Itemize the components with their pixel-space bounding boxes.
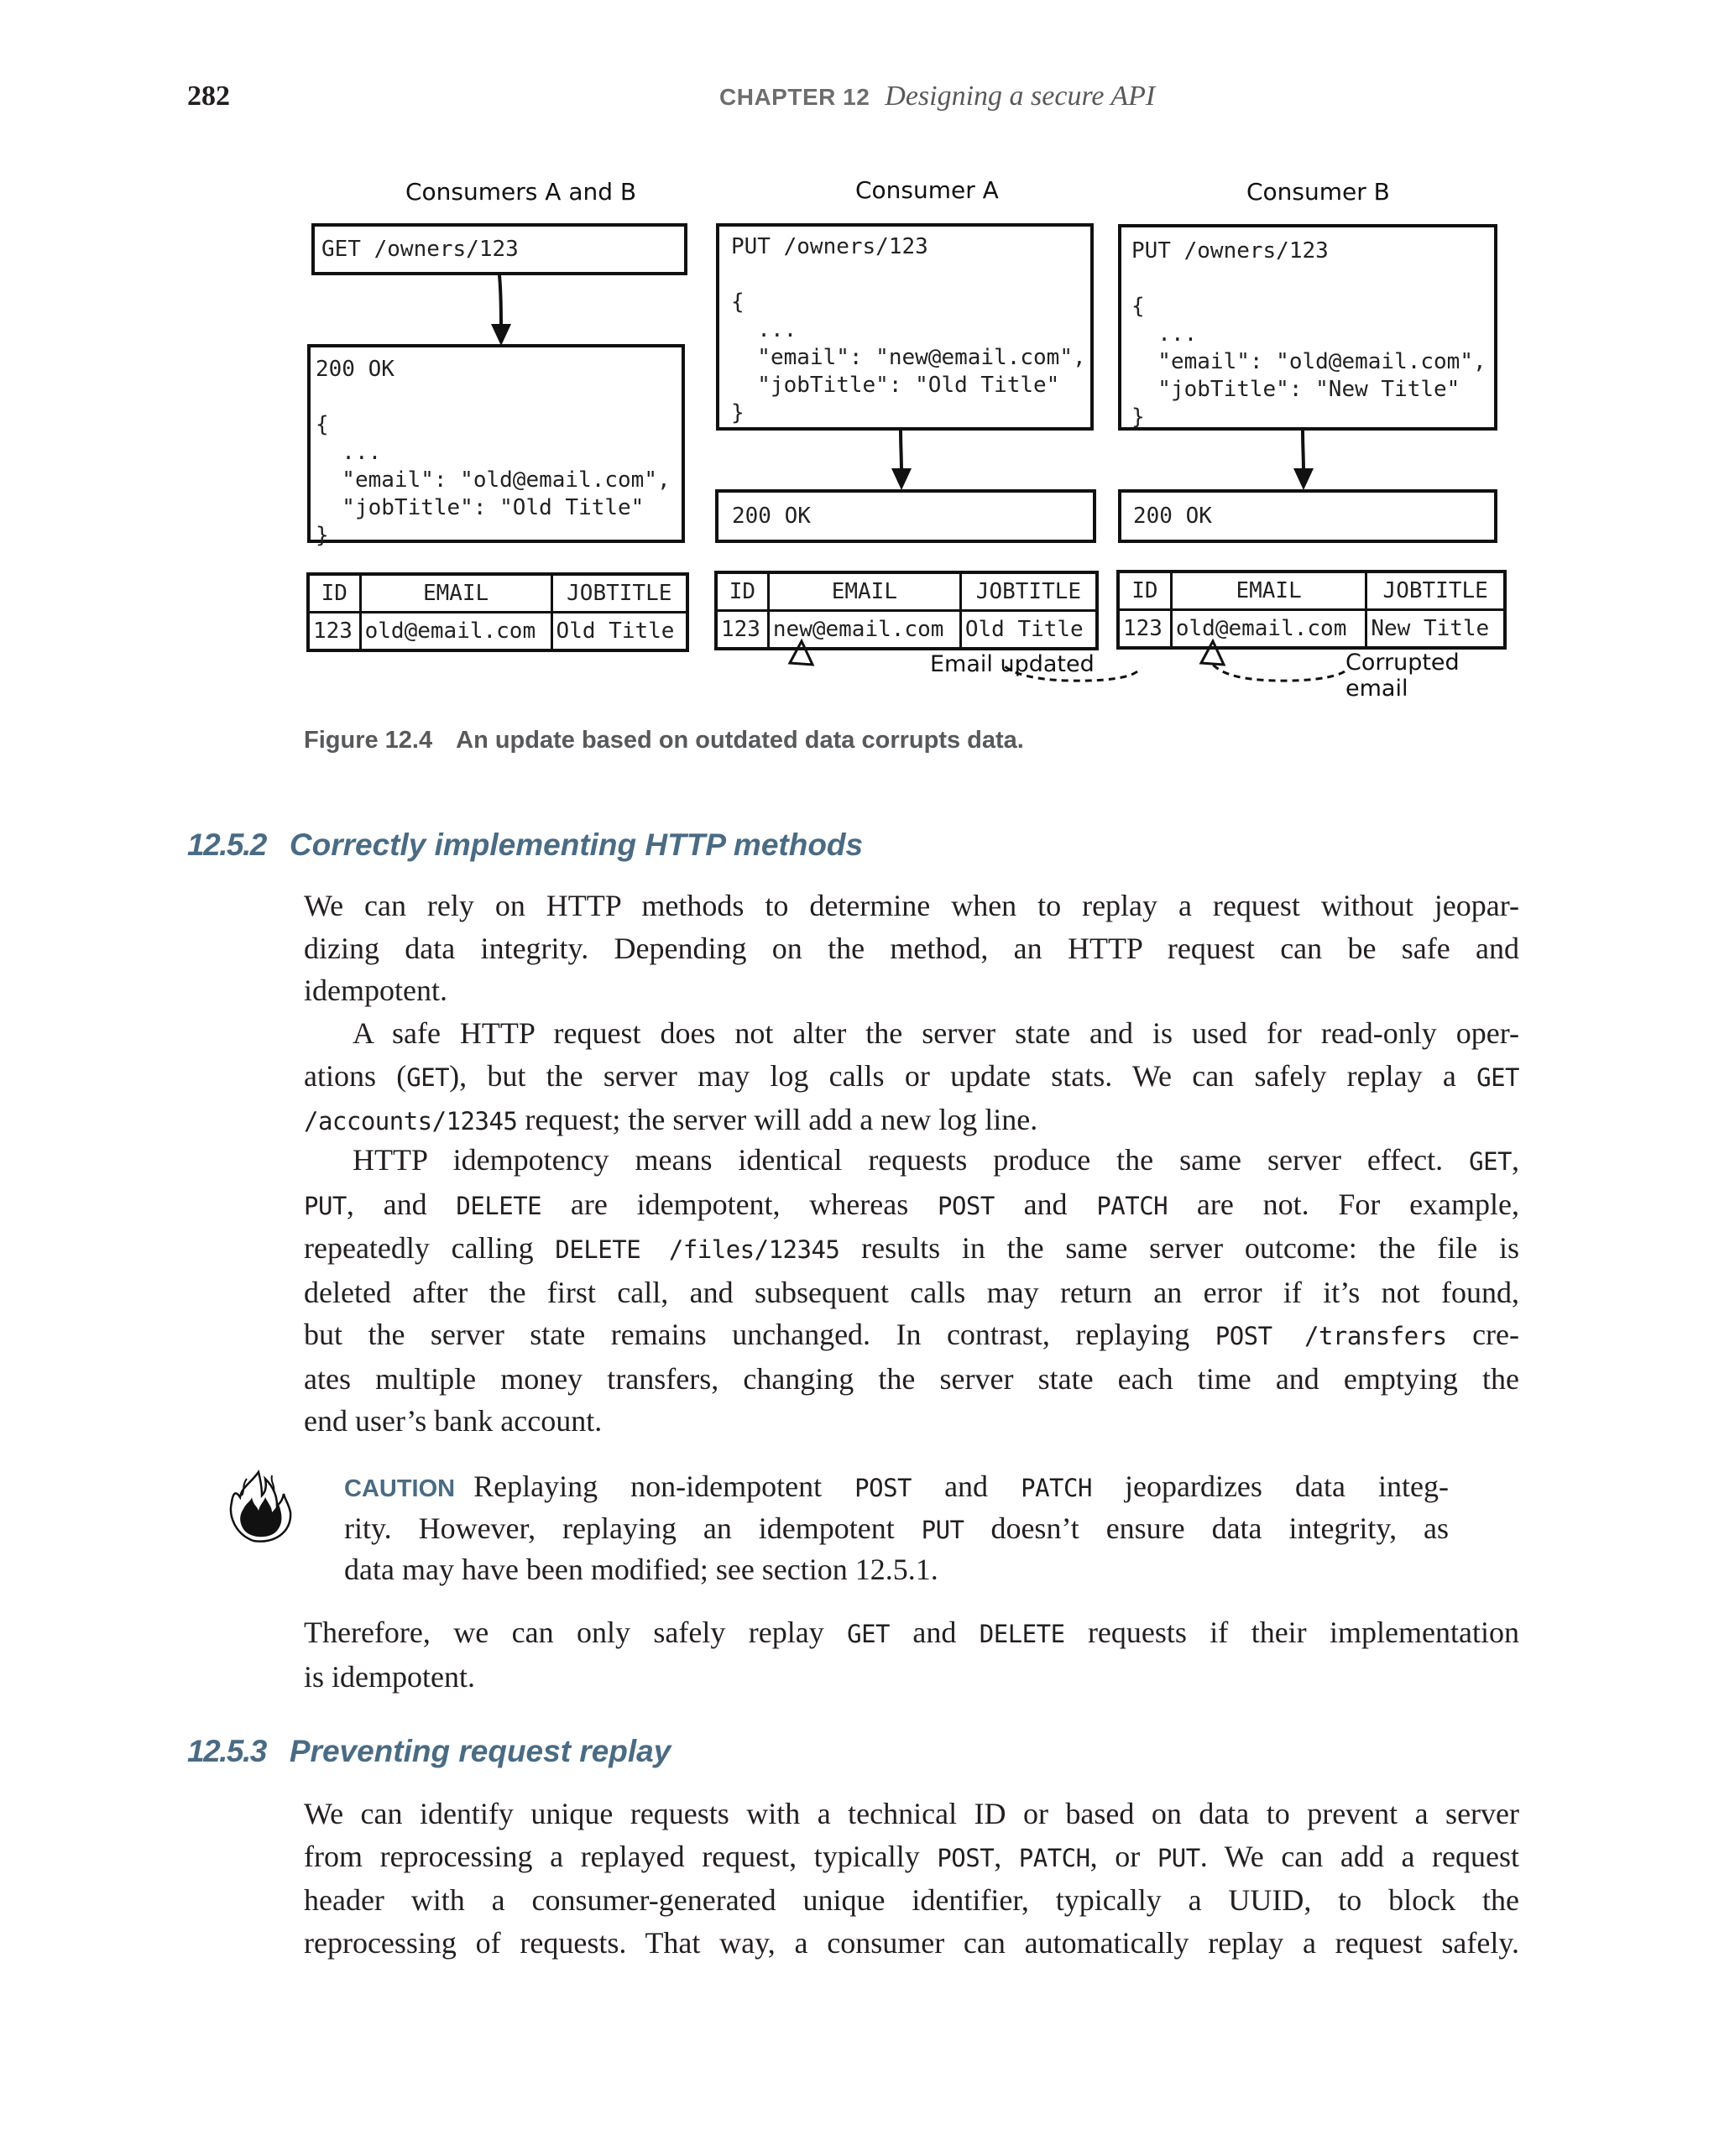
label-consumers-a-and-b: Consumers A and B: [405, 178, 637, 206]
paragraph-2: [304, 1012, 1519, 1143]
note-corrupted-email: Corrupted email: [1345, 650, 1460, 702]
col-header-jobtitle: JOBTITLE: [1366, 572, 1505, 610]
col-header-jobtitle: JOBTITLE: [960, 572, 1097, 611]
text-line: deleted after the first call, and subsequent calls may return an error if it’s not found,: [304, 1275, 1519, 1309]
col-header-id: ID: [308, 574, 360, 613]
chapter-title: Designing a secure API: [885, 81, 1156, 112]
paragraph-4: [304, 1611, 1519, 1698]
section-title: Preventing request replay: [289, 1734, 671, 1768]
request-box-put-b: [1118, 224, 1497, 431]
label-consumer-b: Consumer B: [1246, 178, 1390, 206]
cell-email: old@email.com: [1171, 610, 1366, 649]
chapter-label: CHAPTER 12: [719, 84, 870, 110]
arrowhead: [1293, 468, 1314, 490]
text-line: We can identify unique requests with a technical ID or based on data to prevent a server: [304, 1797, 1519, 1830]
text-line: A safe HTTP request does not alter the server state and is used for read-only oper-: [353, 1016, 1519, 1050]
text-line: We can rely on HTTP methods to determine when to replay a request without jeopar-: [304, 889, 1519, 922]
col-header-email: EMAIL: [768, 572, 960, 611]
text-line: rity. However, replaying an idempotent PUT doesn’t ensure data integrity, as: [344, 1511, 1449, 1545]
arrow-get-to-response: [499, 275, 501, 327]
cell-id: 123: [1118, 610, 1171, 649]
response-text: 200 OK: [732, 504, 811, 529]
db-table-3: [1116, 570, 1507, 650]
cell-email: old@email.com: [360, 613, 551, 651]
paragraph-5: [304, 1793, 1519, 1964]
text-line: from reprocessing a replayed request, typically POST, PATCH, or PUT. We can add a request: [304, 1839, 1520, 1873]
response-text: 200 OK { ... "email": "old@email.com", "jobTitle": "Old Title" }: [316, 357, 671, 548]
label-consumer-a: Consumer A: [855, 176, 999, 204]
cell-id: 123: [716, 611, 768, 650]
request-box-put-a: [716, 223, 1094, 431]
caution-note: [344, 1467, 1449, 1590]
cell-jobtitle: New Title: [1366, 610, 1505, 649]
text-line: repeatedly calling DELETE /files/12345 results in the same server outcome: the file is: [304, 1231, 1520, 1265]
text-line: ations (GET), but the server may log calls or update stats. We can safely replay a GET: [304, 1058, 1519, 1093]
request-text: GET /owners/123: [321, 237, 519, 262]
col-header-email: EMAIL: [360, 574, 551, 613]
response-text: 200 OK: [1133, 504, 1212, 529]
text-line: is idempotent.: [304, 1659, 475, 1694]
db-table-2: [714, 571, 1099, 650]
text-line: header with a consumer-generated unique identifier, typically a UUID, to block the: [304, 1883, 1519, 1917]
text-line: end user’s bank account.: [304, 1404, 603, 1438]
caption-number: Figure 12.4: [304, 727, 433, 754]
text-line: data may have been modified; see section 12.5.1.: [344, 1553, 938, 1586]
paragraph-1: [304, 885, 1519, 1012]
section-number: 12.5.3: [187, 1734, 266, 1768]
section-number: 12.5.2: [187, 827, 266, 862]
arrowhead: [491, 324, 511, 346]
page-number: 282: [187, 81, 230, 112]
db-table-1: [306, 572, 689, 652]
table-row: [1118, 610, 1505, 649]
text-line: /accounts/12345 request; the server will add a new log line.: [304, 1103, 1038, 1136]
text-line: ates multiple money transfers, changing the server state each time and emptying the: [304, 1361, 1519, 1396]
text-line: PUT, and DELETE are idempotent, whereas POST and PATCH are not. For example,: [304, 1187, 1520, 1221]
arrow-put-b-to-response: [1303, 430, 1304, 472]
request-text: PUT /owners/123 { ... "email": "old@email.com", "jobTitle": "New Title" }: [1131, 238, 1486, 430]
paragraph-3: [304, 1139, 1519, 1443]
col-header-id: ID: [716, 572, 768, 611]
text-line: CAUTION Replaying non-idempotent POST and PATCH jeopardizes data integ-: [344, 1470, 1449, 1503]
arrowhead: [891, 468, 912, 490]
figure-caption: [304, 727, 1024, 754]
request-text: PUT /owners/123 { ... "email": "new@email.com", "jobTitle": "Old Title" }: [731, 234, 1086, 425]
text-line: but the server state remains unchanged. In contrast, replaying POST /transfers cre-: [304, 1318, 1520, 1351]
section-heading-12-5-2: [187, 827, 863, 863]
text-line: Therefore, we can only safely replay GET and DELETE requests if their implementation: [304, 1616, 1520, 1649]
section-heading-12-5-3: [187, 1734, 671, 1769]
text-line: HTTP idempotency means identical requests produce the same server effect. GET,: [353, 1143, 1519, 1177]
text-line: dizing data integrity. Depending on the method, an HTTP request can be safe and: [304, 931, 1519, 965]
figure-12-4: [298, 168, 1507, 705]
text-line: idempotent.: [304, 974, 447, 1007]
col-header-id: ID: [1118, 572, 1171, 610]
section-title: Correctly implementing HTTP methods: [289, 827, 864, 862]
cell-jobtitle: Old Title: [960, 611, 1097, 650]
running-head: [719, 81, 1173, 112]
col-header-email: EMAIL: [1171, 572, 1366, 610]
cell-email: new@email.com: [768, 611, 960, 650]
response-box-200: [307, 344, 685, 548]
cell-id: 123: [308, 613, 360, 651]
response-box-200-b: [1118, 489, 1497, 543]
caption-text: An update based on outdated data corrupts data.: [456, 727, 1024, 754]
response-box-200-a: [715, 489, 1096, 543]
text-line: reprocessing of requests. That way, a consumer can automatically replay a request safely.: [304, 1925, 1519, 1960]
caution-label: CAUTION: [344, 1475, 456, 1502]
table-row: [308, 613, 687, 651]
cell-jobtitle: Old Title: [551, 613, 687, 651]
col-header-jobtitle: JOBTITLE: [551, 574, 687, 613]
flame-icon: [225, 1469, 295, 1544]
note-email-updated: Email updated: [930, 651, 1095, 677]
table-row: [716, 611, 1097, 650]
request-box-get: [311, 223, 687, 275]
dashed-arrow-corrupted-email: [1213, 665, 1345, 681]
